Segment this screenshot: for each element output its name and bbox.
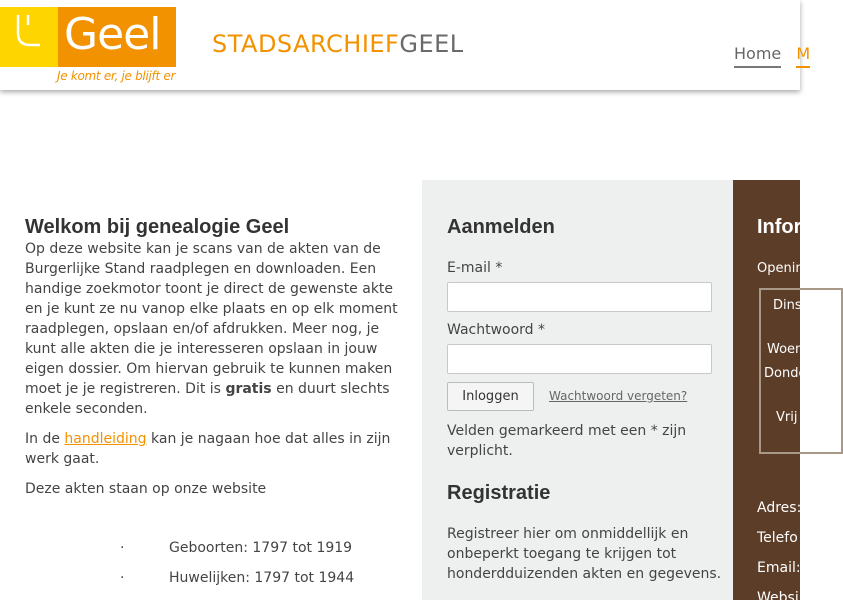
contact-website: Websi [757, 590, 799, 606]
intro-p1-bold: gratis [225, 381, 272, 397]
login-button[interactable]: Inloggen [447, 382, 534, 411]
nav-item-next[interactable]: M [796, 44, 810, 68]
main-nav [734, 44, 810, 68]
intro-paragraph-2 [25, 429, 400, 469]
nav-item-home[interactable]: Home [734, 44, 781, 68]
list-item-text: Huwelijken: 1797 tot 1944 [169, 570, 355, 586]
day-thursday: Donde [764, 366, 807, 381]
intro-paragraph-1 [25, 239, 400, 419]
password-label: Wachtwoord * [447, 322, 546, 338]
password-field[interactable] [447, 344, 712, 374]
list-bullet: · [120, 540, 125, 556]
contact-email: Email: [757, 560, 801, 576]
records-list [0, 540, 422, 600]
geel-logo[interactable] [0, 7, 176, 85]
manual-link[interactable]: handleiding [64, 431, 147, 447]
forgot-password-link[interactable]: Wachtwoord vergeten? [549, 389, 688, 403]
intro-p1-end: en duurt slechts enkele seconden. [25, 381, 390, 417]
email-label: E-mail * [447, 260, 503, 276]
required-fields-note: Velden gemarkeerd met een * zijn verplicht. [447, 423, 687, 459]
site-title[interactable] [212, 30, 464, 58]
logo-yellow-block [0, 7, 58, 67]
login-column [422, 180, 733, 600]
list-item-text: Geboorten: 1797 tot 1919 [169, 540, 353, 556]
logo-mark-icon [14, 13, 44, 53]
info-title: Infor [757, 216, 802, 238]
intro-paragraph-3: Deze akten staan op onze website [25, 481, 267, 497]
info-column [733, 180, 807, 606]
intro-p2-end: kan je nagaan hoe dat alles in zijn werk gaat. [25, 431, 391, 467]
contact-address: Adres: [757, 500, 802, 516]
logo-word: Geel [64, 9, 161, 60]
intro-text [25, 239, 400, 509]
list-item [0, 540, 422, 570]
registration-text: Registreer hier om onmiddellijk en onbeperkt toegang te krijgen tot honderdduizenden akten en gegevens. [447, 526, 722, 582]
registration-title: Registratie [447, 482, 551, 504]
opening-hours-box [759, 288, 843, 454]
day-friday: Vrij [776, 410, 798, 425]
list-bullet: · [120, 570, 125, 586]
opening-hours-label: Openin [757, 261, 804, 276]
login-title: Aanmelden [447, 216, 555, 238]
site-title-part2: GEEL [399, 30, 464, 58]
day-wednesday: Woen [767, 342, 804, 357]
site-header [0, 0, 811, 90]
intro-column [0, 180, 422, 600]
email-field[interactable] [447, 282, 712, 312]
day-tuesday: Dins [773, 298, 802, 313]
site-title-part1: STADSARCHIEF [212, 30, 400, 58]
contact-phone: Telefo [757, 530, 798, 546]
list-item [0, 570, 422, 600]
intro-p2-start: In de [25, 431, 65, 447]
intro-title: Welkom bij genealogie Geel [25, 216, 290, 238]
intro-p1-start: Op deze website kan je scans van de akten van de Burgerlijke Stand raadplegen en downloaden. Een handige zoekmotor toont je direct de gewenste akte en je kunt ze nu vanop elke plaats en op elk moment raadplegen, opslaan en/of afdrukken. Meer nog, je kunt alle akten die je interesseren opslaan in jouw eigen dossier. Om hiervan gebruik te kunnen maken moet je je registreren. Dit is [25, 241, 398, 397]
logo-tagline: Je komt er, je blijft er [57, 69, 176, 83]
